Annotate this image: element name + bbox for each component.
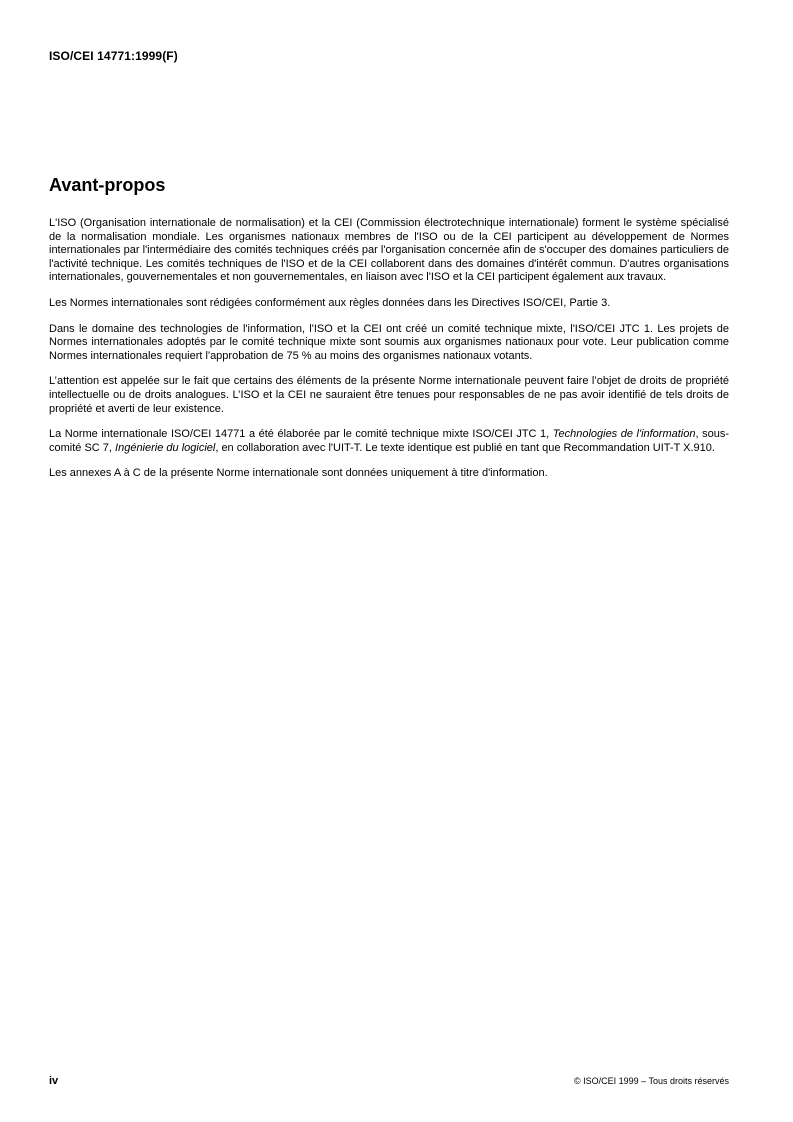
paragraph-annexes: Les annexes A à C de la présente Norme internationale sont données uniquement à titre d'information. bbox=[49, 467, 548, 480]
paragraph-iso-cei-intro: L'ISO (Organisation internationale de normalisation) et la CEI (Commission électrotechnique internationale) forment le système spécialisé de la normalisation mondiale. Les organismes nationaux membres de l'ISO ou de la CEI participent au développement de Normes internationales par l'intermédiaire des comités techniques créés par l'organisation concernée afin de s'occuper des domaines particuliers de l'activité technique. Les comités techniques de l'ISO et de la CEI collaborent dans des domaines d'intérêt commun. D'autres organisations internationales, gouvernementales et non gouvernementales, en liaison avec l'ISO et la CEI participent également aux travaux. bbox=[49, 217, 729, 284]
preparation-text-3: , en collaboration avec l'UIT-T. Le texte identique est publié en tant que Recommandation UIT-T X.910. bbox=[215, 441, 715, 454]
page-number: iv bbox=[49, 1075, 59, 1087]
paragraph-preparation bbox=[49, 428, 729, 455]
section-title: Avant-propos bbox=[49, 175, 166, 195]
document-id: ISO/CEI 14771:1999(F) bbox=[49, 49, 178, 63]
preparation-text-1: La Norme internationale ISO/CEI 14771 a été élaborée par le comité technique mixte ISO/CEI JTC 1, bbox=[49, 428, 553, 441]
paragraph-patent-rights: L’attention est appelée sur le fait que certains des éléments de la présente Norme internationale peuvent faire l’objet de droits de propriété intellectuelle ou de droits analogues. L’ISO et la CEI ne sauraient être tenues pour responsables de ne pas avoir identifié de tels droits de propriété et averti de leur existence. bbox=[49, 375, 729, 415]
paragraph-directives: Les Normes internationales sont rédigées conformément aux règles données dans les Directives ISO/CEI, Partie 3. bbox=[49, 296, 611, 309]
paragraph-jtc1: Dans le domaine des technologies de l'information, l'ISO et la CEI ont créé un comité technique mixte, l'ISO/CEI JTC 1. Les projets de Normes internationales adoptés par le comité technique mixte sont soumis aux organismes nationaux pour vote. Leur publication comme Normes internationales requiert l'approbation de 75 % au moins des organismes nationaux votants. bbox=[49, 322, 729, 362]
foreword-body bbox=[49, 217, 729, 493]
committee-title-italic: Technologies de l'information bbox=[552, 428, 696, 441]
copyright-notice: © ISO/CEI 1999 – Tous droits réservés bbox=[573, 1076, 729, 1086]
preparation-text-2: , sous-comité SC 7, bbox=[49, 428, 729, 454]
subcommittee-title-italic: Ingénierie du logiciel bbox=[115, 441, 216, 454]
